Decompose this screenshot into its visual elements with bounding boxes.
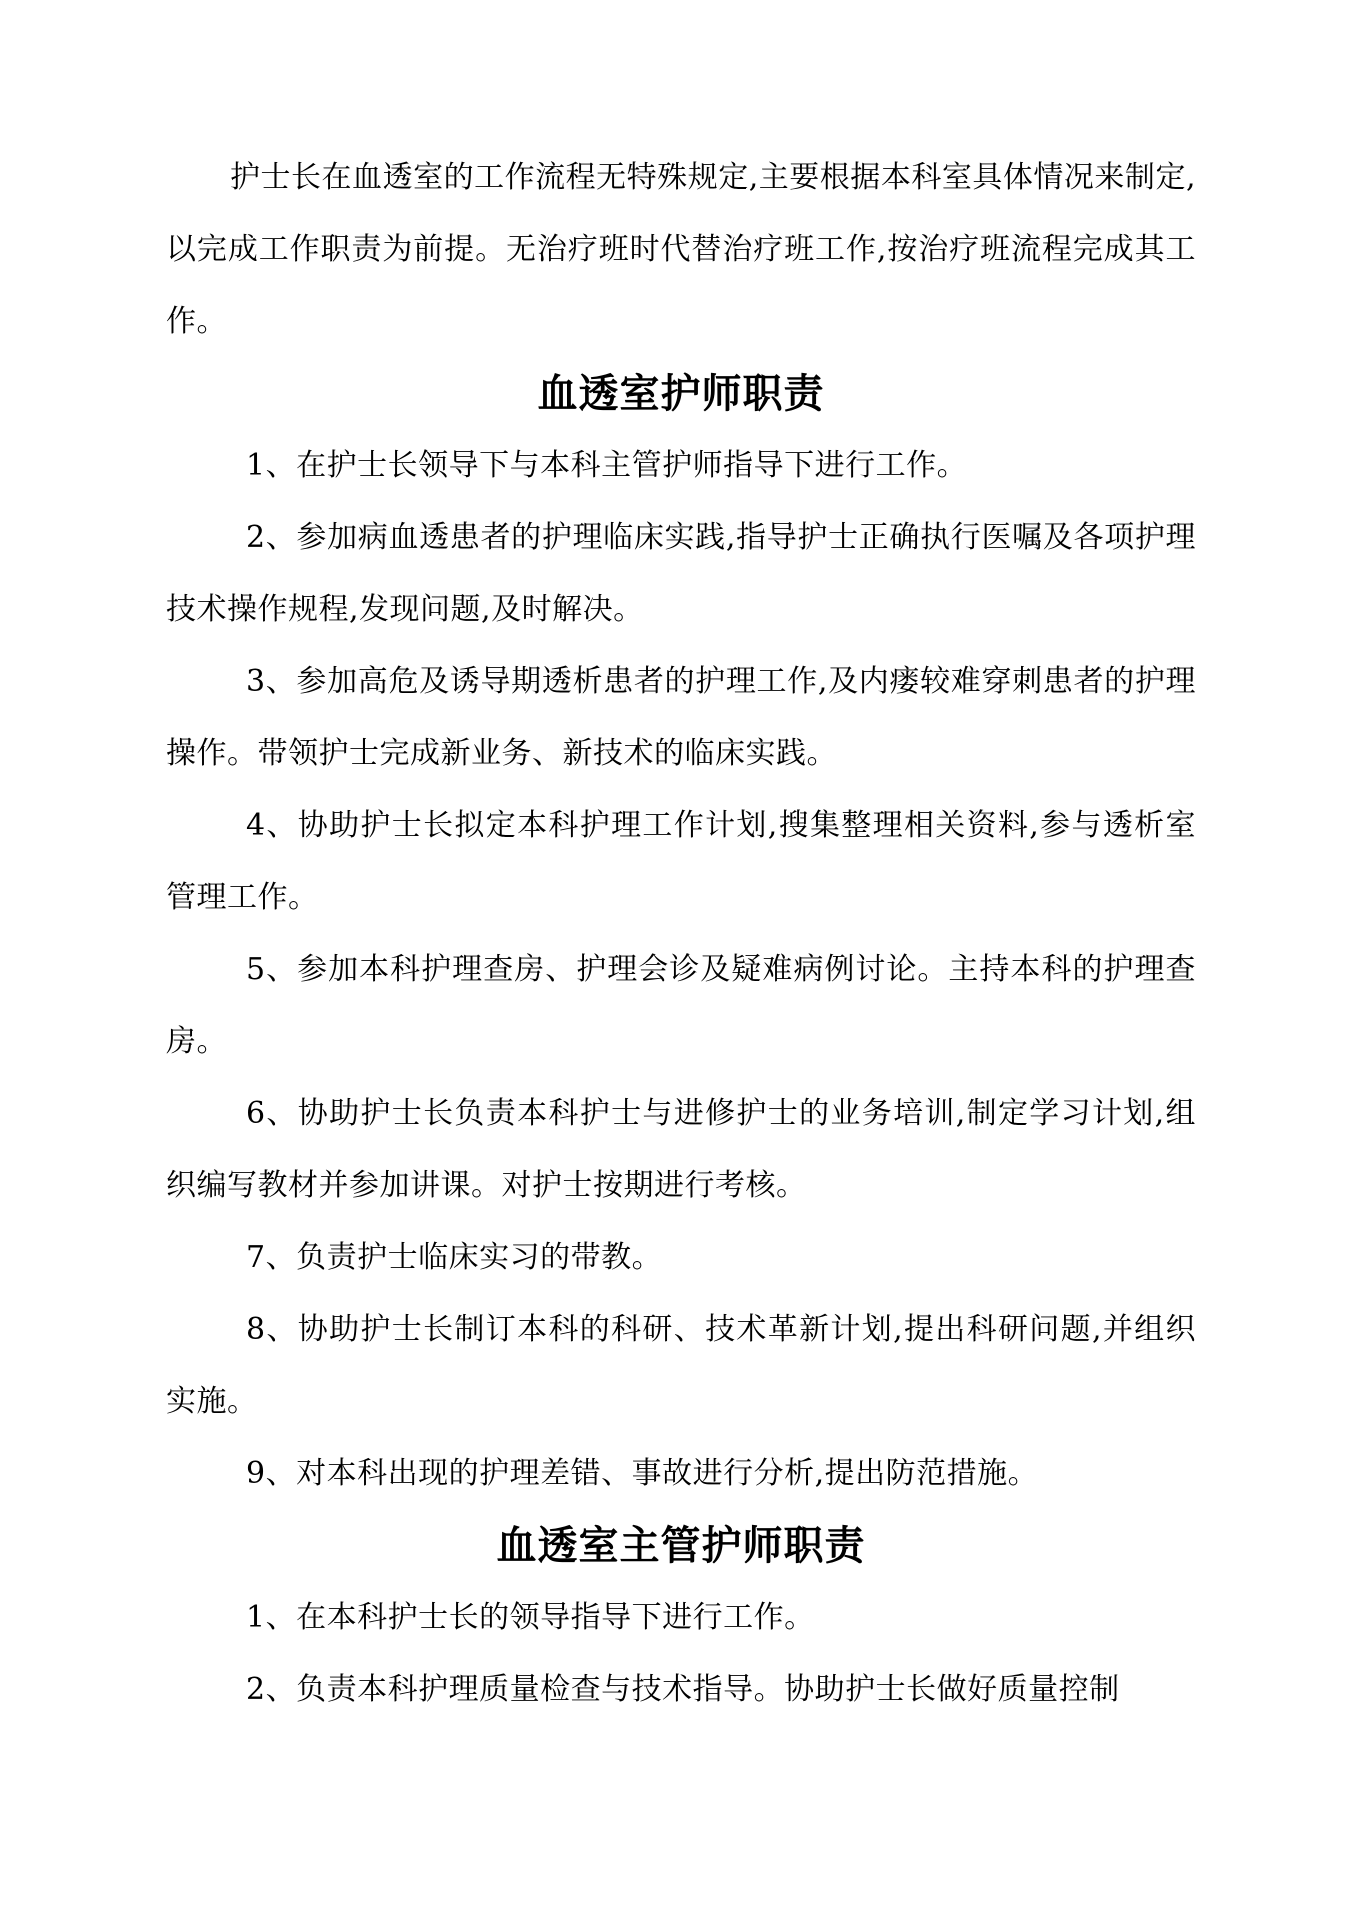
duty-item: 5、参加本科护理查房、护理会诊及疑难病例讨论。主持本科的护理查房。 bbox=[166, 952, 1196, 1059]
duty-item: 6、协助护士长负责本科护士与进修护士的业务培训,制定学习计划,组织编写教材并参加讲课。对护士按期进行考核。 bbox=[166, 1096, 1196, 1203]
duty-item: 4、协助护士长拟定本科护理工作计划,搜集整理相关资料,参与透析室管理工作。 bbox=[166, 808, 1196, 915]
duty-item: 2、负责本科护理质量检查与技术指导。协助护士长做好质量控制 bbox=[246, 1672, 1120, 1707]
duty-item: 3、参加高危及诱导期透析患者的护理工作,及内瘘较难穿刺患者的护理操作。带领护士完成新业务、新技术的临床实践。 bbox=[166, 664, 1196, 771]
section-title-supervising-nurse-duties: 血透室主管护师职责 bbox=[496, 1522, 866, 1569]
duty-item: 2、参加病血透患者的护理临床实践,指导护士正确执行医嘱及各项护理技术操作规程,发现问题,及时解决。 bbox=[166, 520, 1196, 627]
duty-item: 1、在本科护士长的领导指导下进行工作。 bbox=[246, 1600, 815, 1635]
document-body bbox=[166, 142, 1196, 1726]
duty-item: 8、协助护士长制订本科的科研、技术革新计划,提出科研问题,并组织实施。 bbox=[166, 1312, 1196, 1419]
section-title-nurse-practitioner-duties: 血透室护师职责 bbox=[537, 370, 825, 417]
duty-item: 9、对本科出现的护理差错、事故进行分析,提出防范措施。 bbox=[246, 1456, 1039, 1491]
duty-item: 7、负责护士临床实习的带教。 bbox=[246, 1240, 663, 1275]
duty-item: 1、在护士长领导下与本科主管护师指导下进行工作。 bbox=[246, 448, 968, 483]
intro-paragraph: 护士长在血透室的工作流程无特殊规定,主要根据本科室具体情况来制定,以完成工作职责为前提。无治疗班时代替治疗班工作,按治疗班流程完成其工作。 bbox=[166, 160, 1196, 339]
